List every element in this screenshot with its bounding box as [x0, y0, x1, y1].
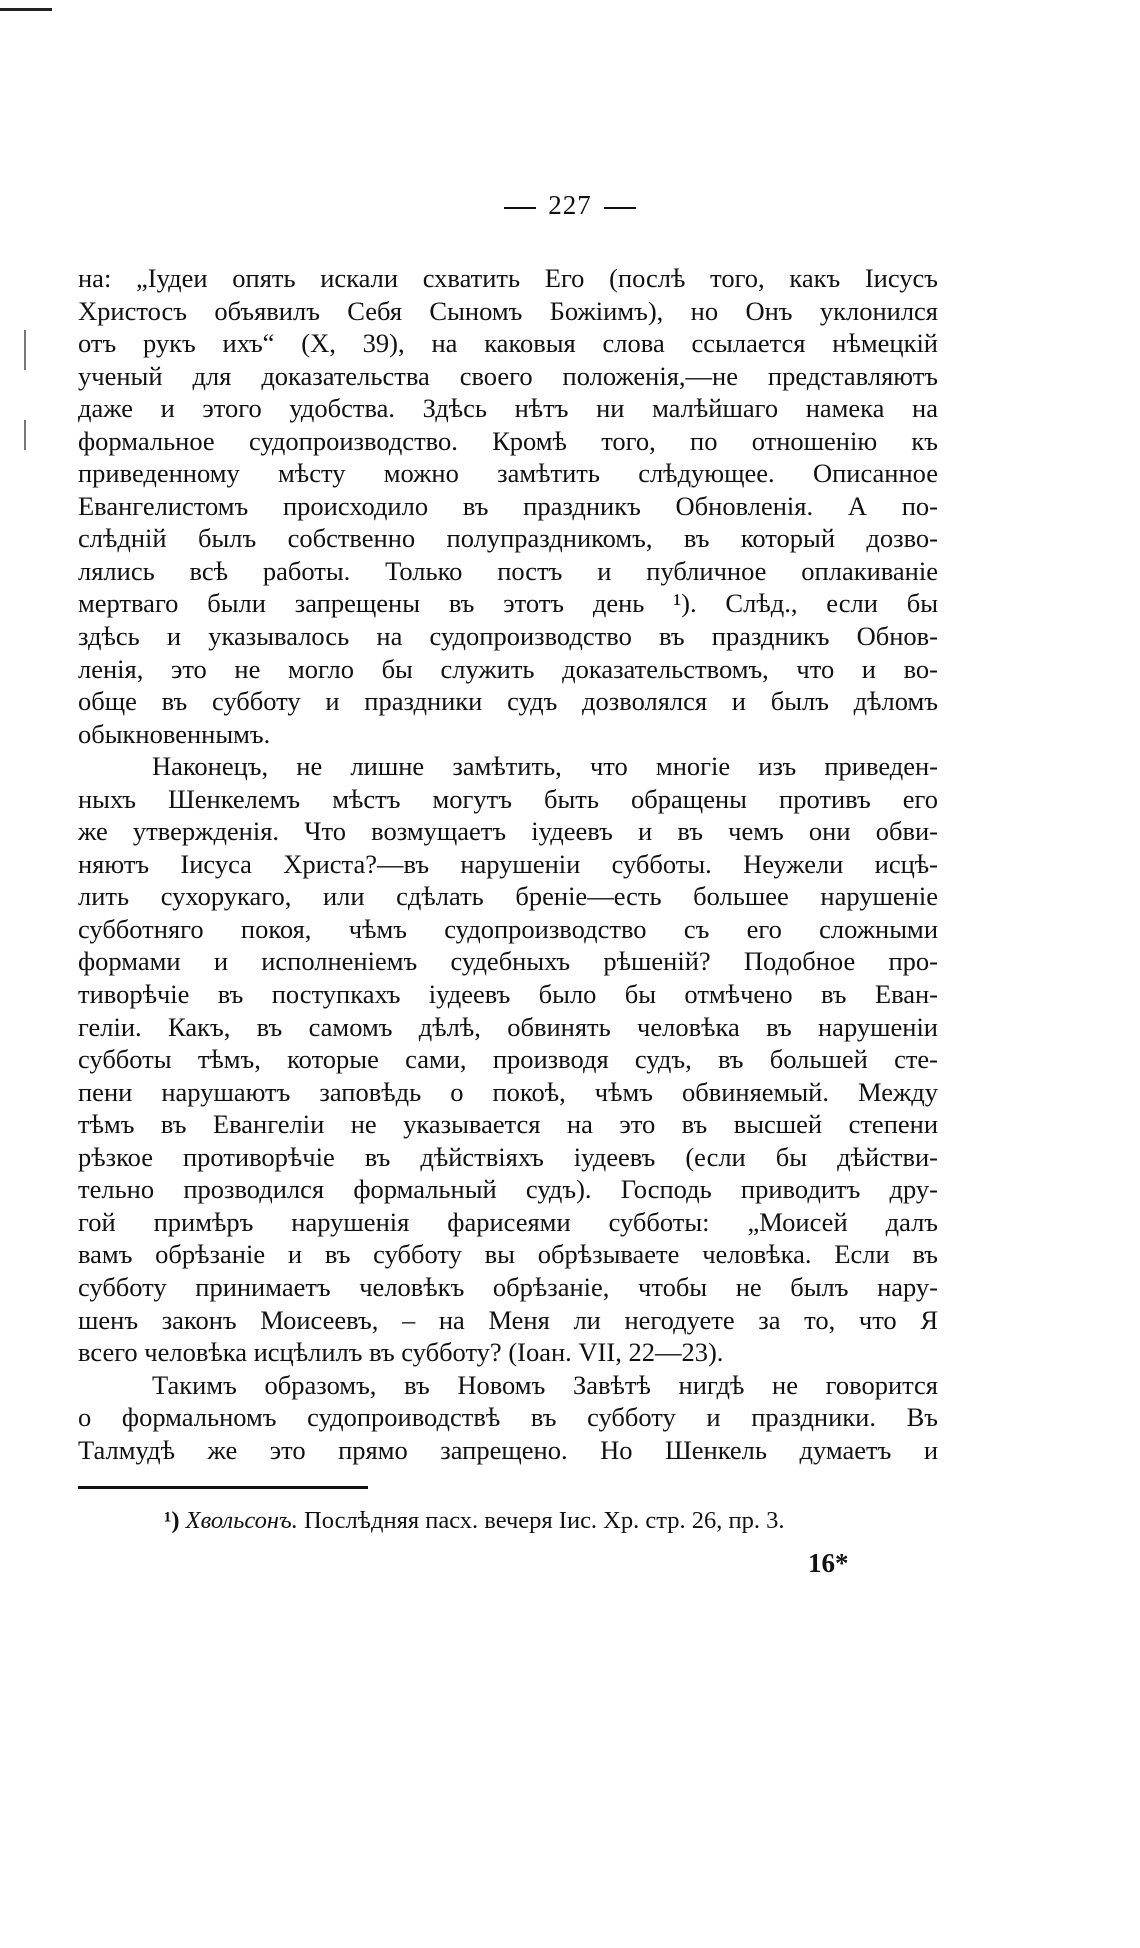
text-line: мертваго были запрещены въ этотъ день ¹). Слѣд., если бы [78, 588, 938, 619]
text-line: Христосъ объявилъ Себя Сыномъ Божіимъ), но Онъ уклонился [78, 295, 938, 326]
text-line: о формальномъ судопроиводствѣ въ субботу и праздники. Въ [78, 1402, 938, 1433]
text-line: формальное судопроизводство. Кромѣ того, по отношенію къ [78, 425, 938, 456]
text-line: рѣзкое противорѣчіе въ дѣйствіяхъ іудеевъ (если бы дѣйстви- [78, 1141, 938, 1172]
printer-signature: 16* [808, 1548, 849, 1578]
footnote-mark: ¹) [164, 1507, 180, 1534]
text-line: тѣмъ въ Евангеліи не указывается на это въ высшей степени [78, 1109, 938, 1140]
text-line: тиворѣчіе въ поступкахъ іудеевъ было бы отмѣчено въ Еван- [78, 979, 938, 1010]
body-text [78, 262, 938, 1466]
text-line: субботу принимаетъ человѣкъ обрѣзаніе, чтобы не былъ нару- [78, 1271, 938, 1302]
text-line: на: „Іудеи опять искали схватить Его (послѣ того, какъ Іисусъ [78, 263, 938, 293]
page-number-value: 227 [548, 190, 592, 220]
text-line: приведенному мѣсту можно замѣтить слѣдующее. Описанное [78, 458, 938, 489]
text-line: же утвержденія. Что возмущаетъ іудеевъ и въ чемъ они обви- [78, 816, 938, 847]
text-line: лялись всѣ работы. Только постъ и публичное оплакиваніе [78, 555, 938, 586]
text-line: ныхъ Шенкелемъ мѣстъ могутъ быть обращены противъ его [78, 783, 938, 814]
text-line: Такимъ образомъ, въ Новомъ Завѣтѣ нигдѣ не говорится [152, 1369, 938, 1400]
footnote-text: Послѣдняя пасх. вечеря Іис. Хр. стр. 26, пр. 3. [304, 1507, 785, 1534]
text-line: гой примѣръ нарушенія фарисеями субботы: „Моисей далъ [78, 1206, 938, 1237]
page-number-dash-right [604, 207, 636, 209]
page-number [0, 190, 1140, 221]
margin-mark [24, 420, 26, 450]
text-line: ученый для доказательства своего положенія,—не представляютъ [78, 360, 938, 391]
text-line: пени нарушаютъ заповѣдь о покоѣ, чѣмъ обвиняемый. Между [78, 1076, 938, 1107]
text-line: Наконецъ, не лишне замѣтить, что многіе изъ приведен- [152, 751, 938, 782]
text-line: субботняго покоя, чѣмъ судопроизводство съ его сложными [78, 913, 938, 944]
text-line: обыкновеннымъ. [78, 718, 271, 749]
text-line: няютъ Іисуса Христа?—въ нарушеніи субботы. Неужели исцѣ- [78, 848, 938, 879]
text-line: обще въ субботу и праздники судъ дозволялся и былъ дѣломъ [78, 686, 938, 717]
footnote-rule [78, 1486, 368, 1489]
page-number-dash-left [504, 207, 536, 209]
corner-rule [0, 8, 52, 11]
footnote [164, 1504, 785, 1538]
margin-mark [24, 330, 26, 370]
text-line: слѣдній былъ собственно полупраздникомъ, въ который дозво- [78, 523, 938, 554]
text-line: субботы тѣмъ, которые сами, производя судъ, въ большей сте- [78, 1044, 938, 1075]
footnote-author: Хвольсонъ. [185, 1507, 298, 1534]
text-line: шенъ законъ Моисеевъ, – на Меня ли негодуете за то, что Я [78, 1304, 938, 1335]
text-line: всего человѣка исцѣлилъ въ субботу? (Іоан. VII, 22—23). [78, 1337, 724, 1368]
text-line: отъ рукъ ихъ“ (X, 39), на каковыя слова ссылается нѣмецкій [78, 328, 938, 359]
text-line: лить сухорукаго, или сдѣлать бреніе—есть большее нарушеніе [78, 881, 938, 912]
text-line: геліи. Какъ, въ самомъ дѣлѣ, обвинять человѣка въ нарушеніи [78, 1011, 938, 1042]
text-line: формами и исполненіемъ судебныхъ рѣшеній? Подобное про- [78, 946, 938, 977]
text-line: Евангелистомъ происходило въ праздникъ Обновленія. А по- [78, 490, 938, 521]
text-line: вамъ обрѣзаніе и въ субботу вы обрѣзываете человѣка. Если въ [78, 1239, 938, 1270]
text-line: здѣсь и указывалось на судопроизводство въ праздникъ Обнов- [78, 621, 938, 652]
text-line: даже и этого удобства. Здѣсь нѣтъ ни малѣйшаго намека на [78, 393, 938, 424]
text-line: ленія, это не могло бы служить доказательствомъ, что и во- [78, 653, 938, 684]
text-line: тельно прозводился формальный судъ). Господь приводитъ дру- [78, 1174, 938, 1205]
text-line: Талмудѣ же это прямо запрещено. Но Шенкель думаетъ и [78, 1434, 938, 1465]
